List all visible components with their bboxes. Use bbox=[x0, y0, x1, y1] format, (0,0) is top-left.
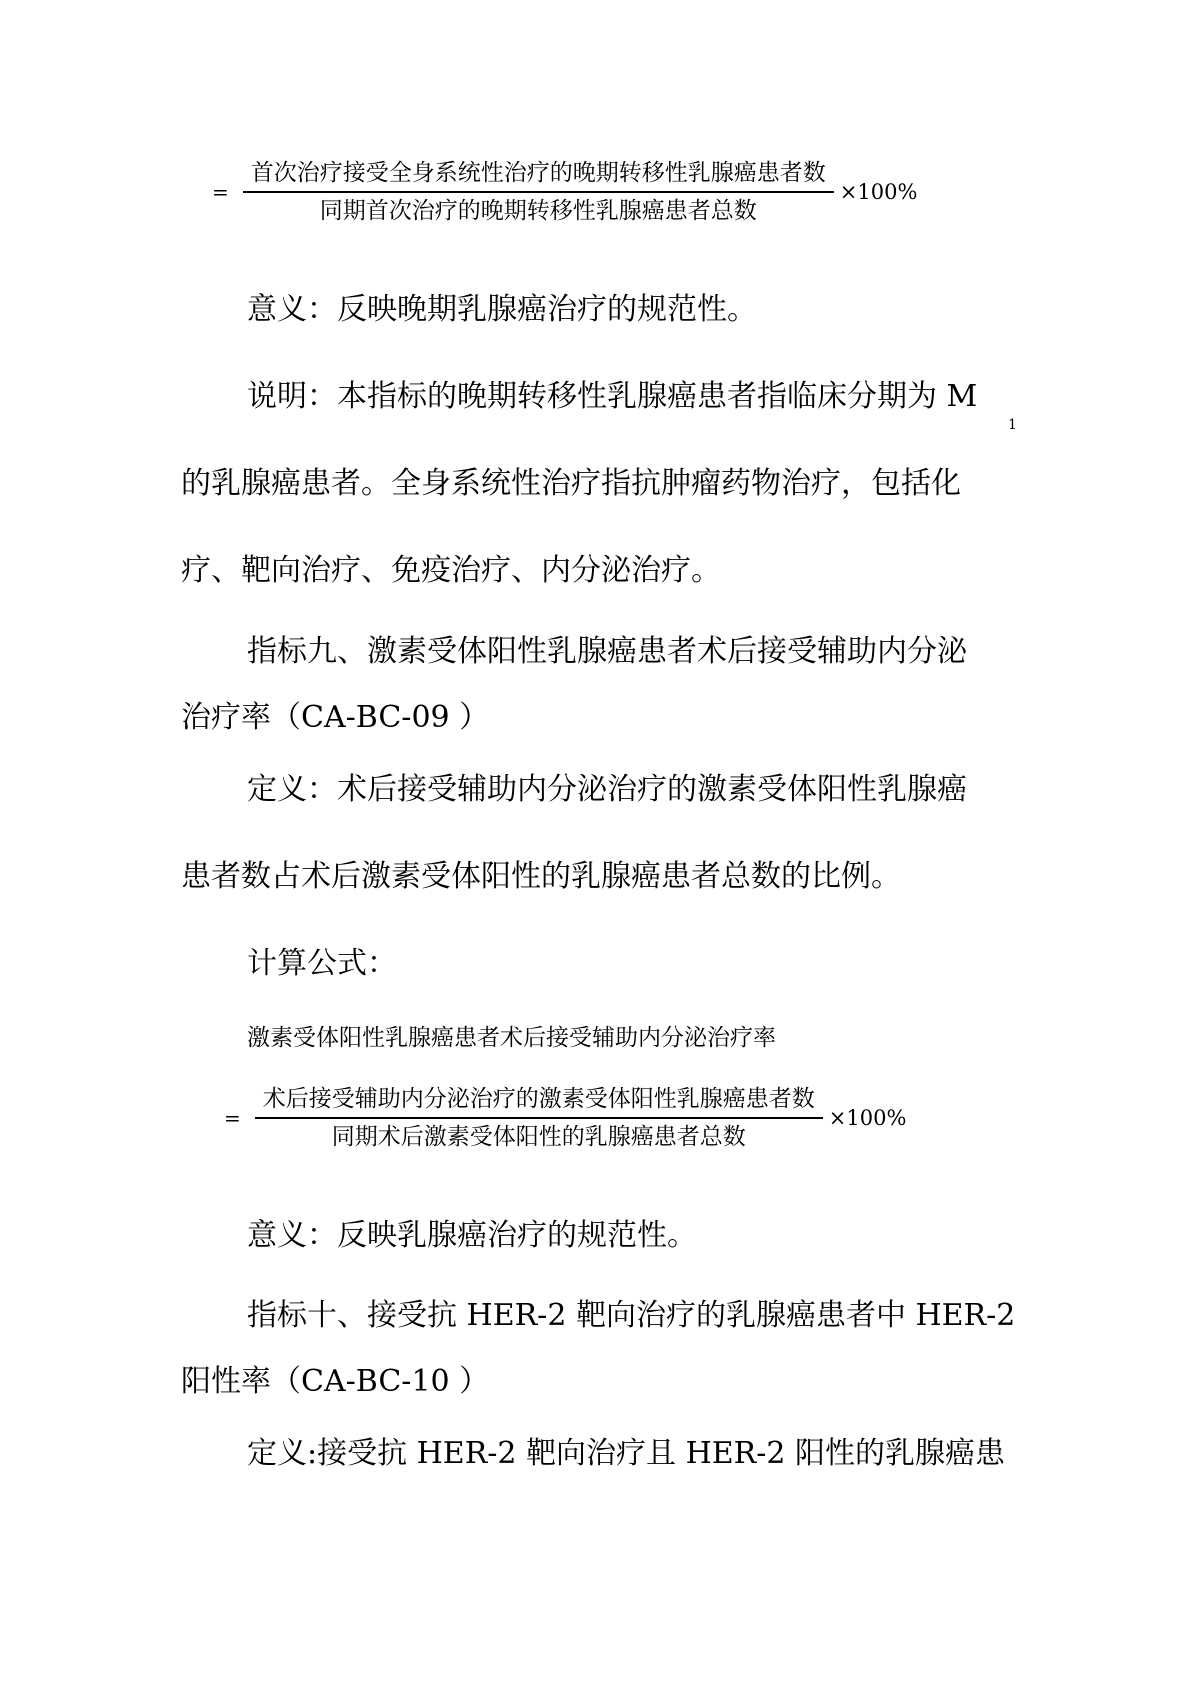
meaning-paragraph-1: 意义：反映晚期乳腺癌治疗的规范性。 bbox=[247, 292, 757, 327]
formula-first-treatment bbox=[212, 158, 917, 226]
fraction bbox=[243, 158, 834, 226]
formula-lhs: 激素受体阳性乳腺癌患者术后接受辅助内分泌治疗率 bbox=[247, 1025, 776, 1051]
indicator-10-heading-line-1: 指标十、接受抗 HER-2 靶向治疗的乳腺癌患者中 HER-2 bbox=[247, 1298, 1016, 1333]
equals-sign: = bbox=[212, 180, 229, 204]
definition-10-line-1: 定义:接受抗 HER-2 靶向治疗且 HER-2 阳性的乳腺癌患 bbox=[247, 1436, 1005, 1471]
meaning-paragraph-2: 意义：反映乳腺癌治疗的规范性。 bbox=[247, 1218, 697, 1253]
formula-endocrine-therapy bbox=[224, 1084, 906, 1152]
fraction-numerator: 首次治疗接受全身系统性治疗的晚期转移性乳腺癌患者数 bbox=[250, 160, 826, 186]
calc-formula-label: 计算公式： bbox=[247, 946, 397, 981]
fraction-denominator: 同期术后激素受体阳性的乳腺癌患者总数 bbox=[331, 1124, 746, 1150]
note-paragraph-line-3: 疗、靶向治疗、免疫治疗、内分泌治疗。 bbox=[181, 553, 721, 588]
indicator-9-heading-line-2: 治疗率（CA-BC-09 ） bbox=[181, 700, 490, 735]
fraction-denominator: 同期首次治疗的晚期转移性乳腺癌患者总数 bbox=[319, 198, 757, 224]
subscript-m1: 1 bbox=[1008, 417, 1017, 433]
fraction-bar bbox=[243, 191, 834, 193]
equals-sign: = bbox=[224, 1106, 241, 1130]
fraction-bar bbox=[255, 1117, 823, 1119]
times-percent: ×100% bbox=[828, 1106, 907, 1130]
fraction-numerator: 术后接受辅助内分泌治疗的激素受体阳性乳腺癌患者数 bbox=[262, 1086, 815, 1112]
fraction bbox=[255, 1084, 823, 1152]
times-percent: ×100% bbox=[839, 180, 918, 204]
indicator-9-heading-line-1: 指标九、激素受体阳性乳腺癌患者术后接受辅助内分泌 bbox=[247, 634, 967, 669]
indicator-10-heading-line-2: 阳性率（CA-BC-10 ） bbox=[181, 1364, 490, 1399]
definition-9-line-2: 患者数占术后激素受体阳性的乳腺癌患者总数的比例。 bbox=[181, 859, 901, 894]
definition-9-line-1: 定义：术后接受辅助内分泌治疗的激素受体阳性乳腺癌 bbox=[247, 772, 967, 807]
note-paragraph-line-1: 说明：本指标的晚期转移性乳腺癌患者指临床分期为 M bbox=[247, 379, 978, 414]
note-paragraph-line-2: 的乳腺癌患者。全身系统性治疗指抗肿瘤药物治疗，包括化 bbox=[181, 466, 961, 501]
